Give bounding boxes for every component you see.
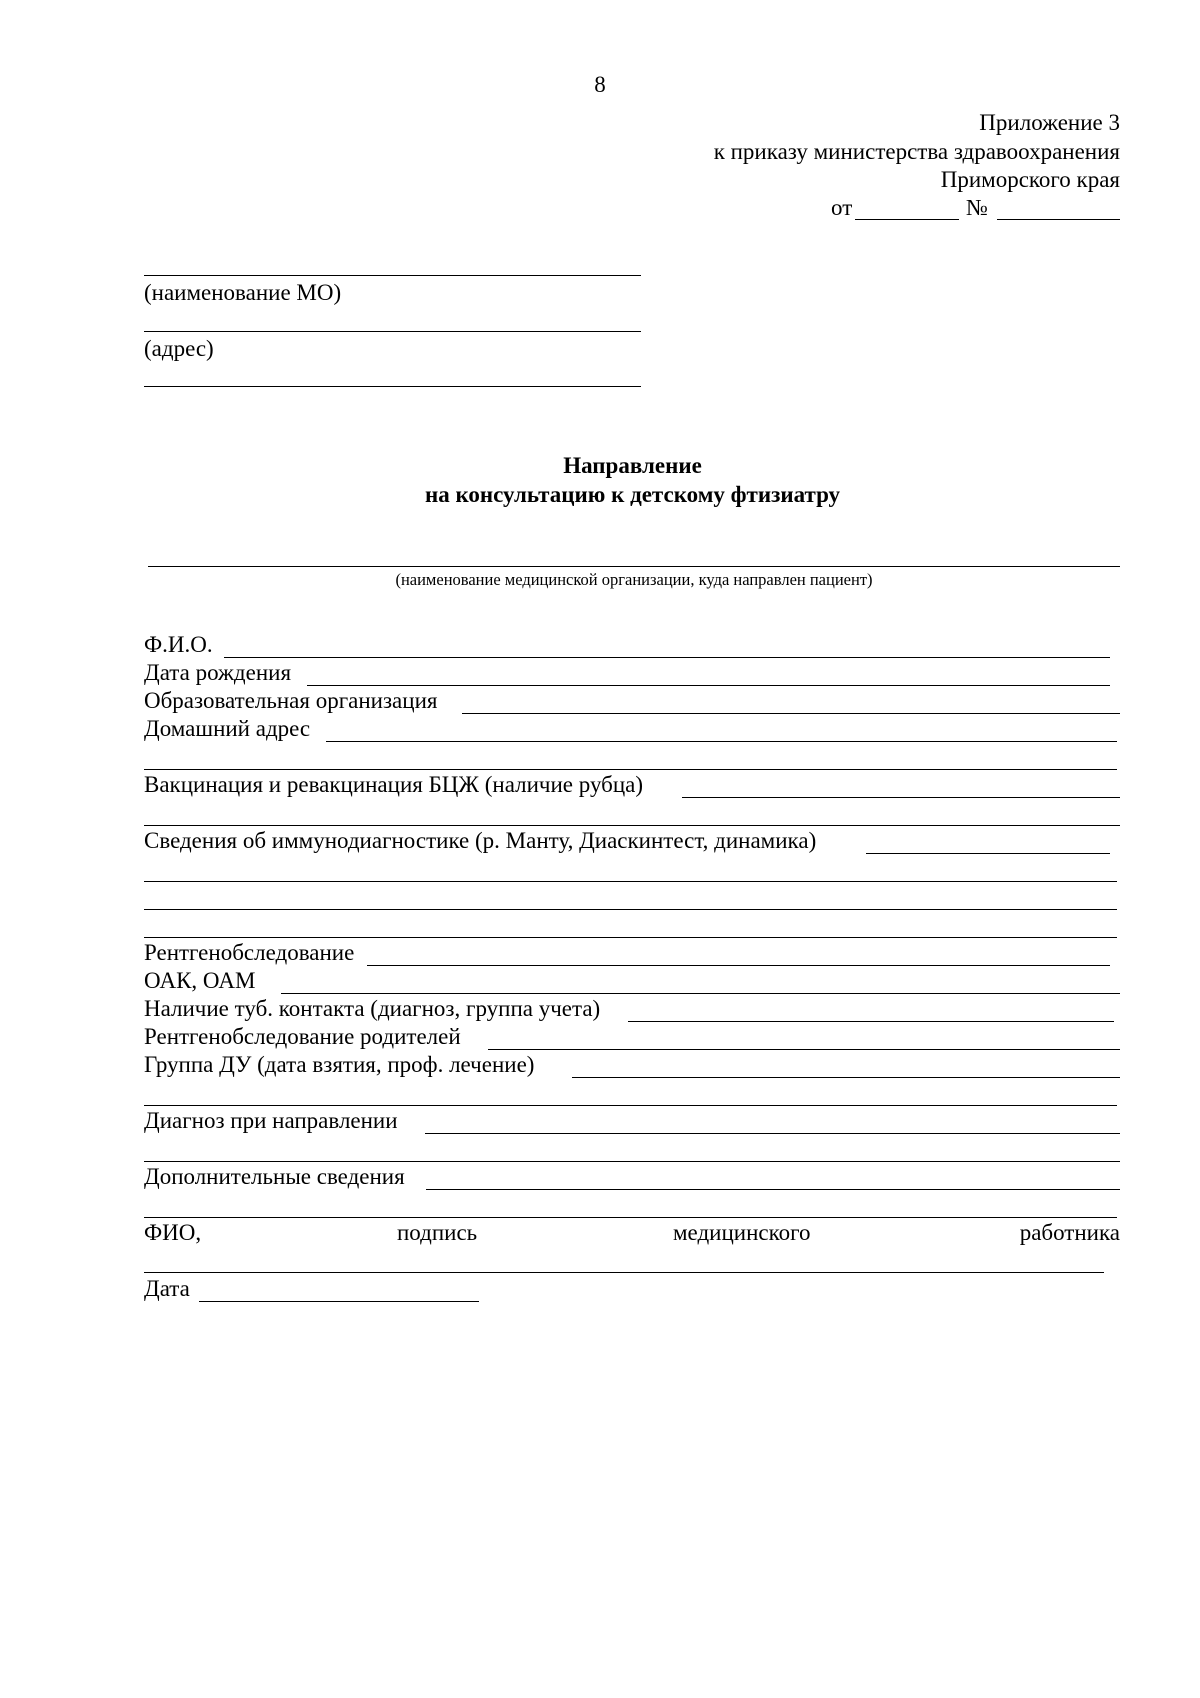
signature-word-sign: подпись	[397, 1220, 478, 1245]
home-address-label: Домашний адрес	[144, 716, 311, 741]
signature-word-worker: работника	[1019, 1220, 1120, 1245]
appendix-from-label: от	[831, 195, 853, 220]
target-org-caption: (наименование медицинской организации, куда направлен пациент)	[395, 570, 873, 589]
birth-date-line[interactable]	[307, 685, 1110, 686]
org-address-line[interactable]	[144, 331, 641, 332]
appendix-region: Приморского края	[940, 167, 1120, 192]
xray-label: Рентгенобследование	[144, 940, 355, 965]
blood-urine-line[interactable]	[281, 993, 1120, 994]
page-number: 8	[594, 72, 606, 97]
home-address-line-2[interactable]	[144, 769, 1117, 770]
additional-info-label: Дополнительные сведения	[144, 1164, 405, 1189]
diagnosis-line[interactable]	[425, 1133, 1120, 1134]
appendix-date-line[interactable]	[855, 219, 959, 220]
immunodiagnostics-line-2[interactable]	[144, 881, 1117, 882]
form-title: Направление	[563, 453, 702, 478]
immunodiagnostics-line-4[interactable]	[144, 937, 1117, 938]
immunodiagnostics-line[interactable]	[866, 853, 1110, 854]
signature-word-fio: ФИО,	[144, 1220, 202, 1245]
birth-date-label: Дата рождения	[144, 660, 292, 685]
org-name-line[interactable]	[144, 275, 641, 276]
du-group-line-2[interactable]	[144, 1105, 1117, 1106]
tb-contact-label: Наличие туб. контакта (диагноз, группа учета)	[144, 996, 601, 1021]
xray-line[interactable]	[367, 965, 1110, 966]
education-org-line[interactable]	[462, 713, 1120, 714]
org-name-caption: (наименование МО)	[144, 280, 342, 305]
appendix-order-reference: к приказу министерства здравоохранения	[713, 139, 1120, 164]
date-line[interactable]	[199, 1301, 479, 1302]
parents-xray-line[interactable]	[488, 1049, 1120, 1050]
bcg-line[interactable]	[682, 797, 1120, 798]
bcg-label: Вакцинация и ревакцинация БЦЖ (наличие рубца)	[144, 772, 644, 797]
immunodiagnostics-label: Сведения об иммунодиагностике (р. Манту, Диаскинтест, динамика)	[144, 828, 817, 853]
appendix-title: Приложение 3	[979, 110, 1120, 135]
du-group-line[interactable]	[572, 1077, 1120, 1078]
signature-line[interactable]	[144, 1272, 1104, 1273]
immunodiagnostics-line-3[interactable]	[144, 909, 1117, 910]
tb-contact-line[interactable]	[628, 1021, 1114, 1022]
additional-info-line[interactable]	[426, 1189, 1120, 1190]
fio-label: Ф.И.О.	[144, 632, 213, 657]
bcg-line-2[interactable]	[144, 825, 1120, 826]
du-group-label: Группа ДУ (дата взятия, проф. лечение)	[144, 1052, 535, 1077]
fio-line[interactable]	[224, 657, 1110, 658]
appendix-number-label: №	[966, 195, 988, 220]
target-org-line[interactable]	[148, 566, 1120, 567]
form-subtitle: на консультацию к детскому фтизиатру	[424, 482, 841, 507]
diagnosis-label: Диагноз при направлении	[144, 1108, 398, 1133]
signature-word-medical: медицинского	[673, 1220, 811, 1245]
additional-info-line-2[interactable]	[144, 1217, 1117, 1218]
org-address-line-2[interactable]	[144, 386, 641, 387]
education-org-label: Образовательная организация	[144, 688, 438, 713]
diagnosis-line-2[interactable]	[144, 1161, 1120, 1162]
appendix-number-line[interactable]	[997, 219, 1120, 220]
home-address-line[interactable]	[326, 741, 1117, 742]
parents-xray-label: Рентгенобследование родителей	[144, 1024, 461, 1049]
date-label: Дата	[144, 1276, 190, 1301]
org-address-caption: (адрес)	[144, 336, 214, 361]
blood-urine-label: ОАК, ОАМ	[144, 968, 256, 993]
